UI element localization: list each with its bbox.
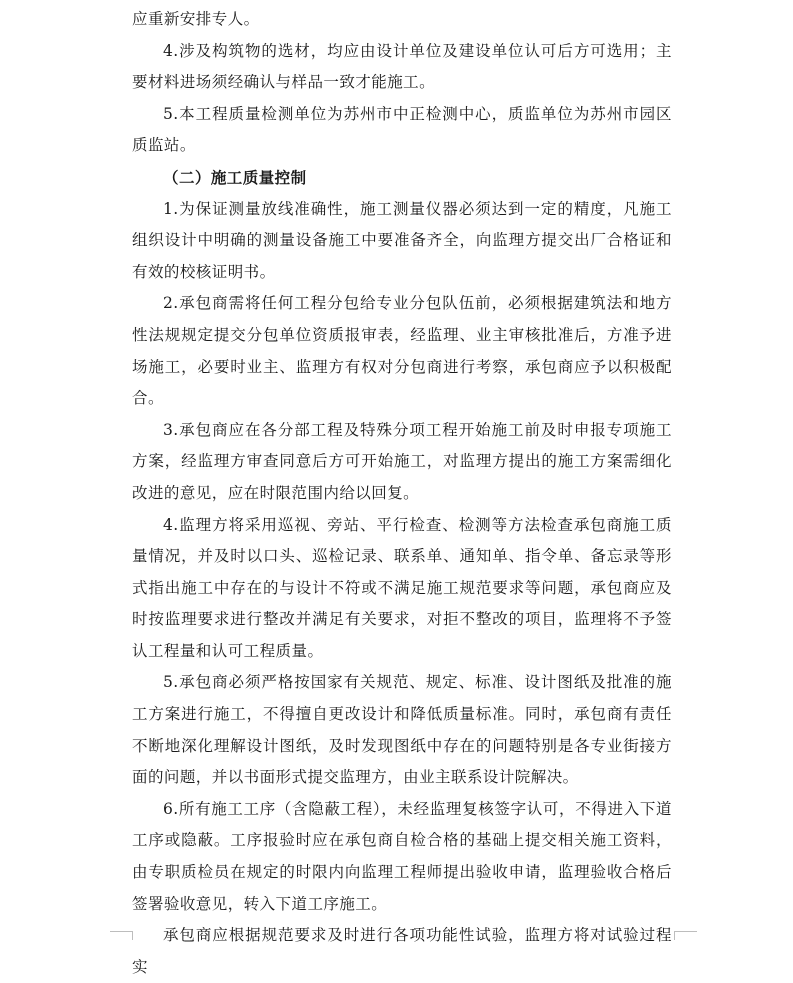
paragraph-item-4-supervision: 4.监理方将采用巡视、旁站、平行检查、检测等方法检查承包商施工质量情况，并及时以口头、巡检记录、联系单、通知单、指令单、备忘录等形式指出施工中存在的与设计不符或不满足施工规范要求等问题，承包商应及时按监理要求进行整改并满足有关要求，对拒不整改的项目，监理将不予签认工程量和认可工程质量。 <box>132 515 672 660</box>
paragraph-item-3-construction-plan: 3.承包商应在各分部工程及特殊分项工程开始施工前及时申报专项施工方案，经监理方审查同意后方可开始施工，对监理方提出的施工方案需细化改进的意见，应在时限范围内给以回复。 <box>132 420 672 502</box>
paragraph-functional-tests: 承包商应根据规范要求及时进行各项功能性试验，监理方将对试验过程实 <box>132 926 672 976</box>
paragraph-item-1-survey: 1.为保证测量放线准确性，施工测量仪器必须达到一定的精度，凡施工组织设计中明确的测量设备施工中要准备齐全，向监理方提交出厂合格证和有效的校核证明书。 <box>132 199 672 281</box>
paragraph-item-6-procedures: 6.所有施工工序（含隐蔽工程），未经监理复核签字认可，不得进入下道工序或隐蔽。工序报验时应在承包商自检合格的基础上提交相关施工资料，由专职质检员在规定的时限内向监理工程师提出验收申请，监理验收合格后签署验收意见，转入下道工序施工。 <box>132 799 672 913</box>
document-body <box>132 4 672 983</box>
paragraph-item-5-inspection-units: 5.本工程质量检测单位为苏州市中正检测中心，质监单位为苏州市园区质监站。 <box>132 104 672 155</box>
section-heading: （二）施工质量控制 <box>163 167 307 187</box>
paragraph-item-2-subcontract: 2.承包商需将任何工程分包给专业分包队伍前，必须根据建筑法和地方性法规规定提交分包单位资质报审表，经监理、业主审核批准后，方准予进场施工，必要时业主、监理方有权对分包商进行考察，承包商应予以积极配合。 <box>132 294 672 408</box>
paragraph-item-4-materials: 4.涉及构筑物的选材，均应由设计单位及建设单位认可后方可选用；主要材料进场须经确认与样品一致才能施工。 <box>132 41 672 92</box>
paragraph-item-5-standards: 5.承包商必须严格按国家有关规范、规定、标准、设计图纸及批准的施工方案进行施工，不得擅自更改设计和降低质量标准。同时，承包商有责任不断地深化理解设计图纸，及时发现图纸中存在的问题特别是各专业街接方面的问题，并以书面形式提交监理方，由业主联系设计院解决。 <box>132 673 672 787</box>
paragraph-continuation: 应重新安排专人。 <box>132 10 260 28</box>
